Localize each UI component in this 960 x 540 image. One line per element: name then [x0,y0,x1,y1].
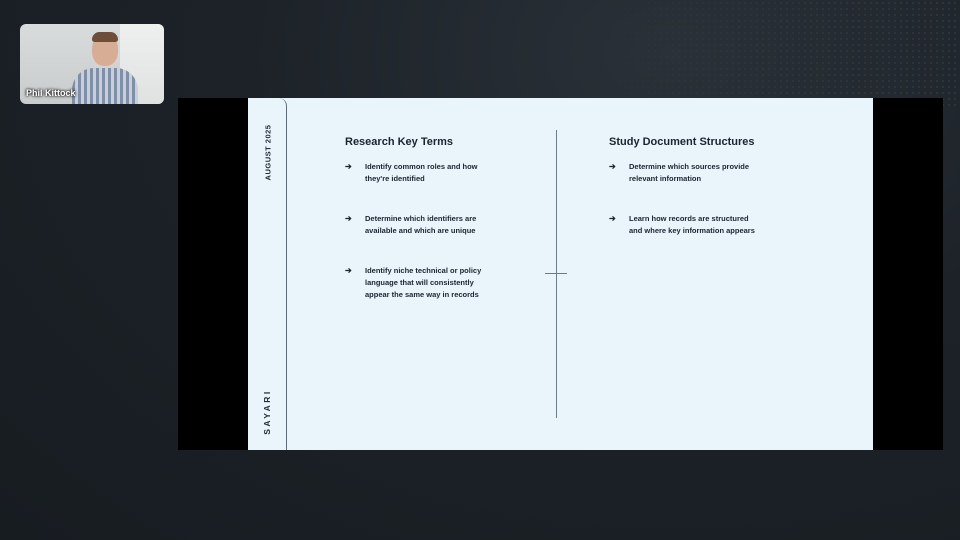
list-item [345,213,545,237]
participant-figure-hair [92,32,118,42]
divider-tick [545,273,567,274]
left-column-heading: Research Key Terms [345,136,454,148]
list-item [609,161,849,185]
list-item [609,213,849,237]
list-item [345,265,545,301]
arrow-right-icon: ➔ [609,162,616,171]
arrow-right-icon: ➔ [345,162,352,171]
list-item-line: appear the same way in records [365,290,479,299]
background-dot-pattern [580,0,960,110]
arrow-right-icon: ➔ [609,214,616,223]
list-item-line: Identify niche technical or policy [365,266,482,275]
list-item-line: and where key information appears [629,226,755,235]
column-divider [556,130,557,418]
left-column [345,136,545,301]
list-item [345,161,545,185]
list-item-line: Determine which sources provide [629,162,750,171]
list-item-line: Determine which identifiers are [365,214,477,223]
brand-logo-text: SAYARI [262,389,272,435]
participant-video-tile[interactable] [20,24,164,104]
right-column-heading: Study Document Structures [609,136,755,148]
slide-sidebar [248,98,287,450]
list-item-line: language that will consistently [365,278,474,287]
presentation-slide [248,98,873,450]
arrow-right-icon: ➔ [345,214,352,223]
list-item-line: Identify common roles and how [365,162,478,171]
shared-screen [178,98,943,450]
arrow-right-icon: ➔ [345,266,352,275]
list-item-line: available and which are unique [365,226,476,235]
participant-name-label: Phil Kittock [26,88,76,98]
list-item-line: they're identified [365,174,425,183]
list-item-line: Learn how records are structured [629,214,749,223]
participant-figure-shirt [72,68,138,104]
right-column [609,136,849,237]
slide-date: AUGUST 2025 [263,124,273,181]
list-item-line: relevant information [629,174,702,183]
